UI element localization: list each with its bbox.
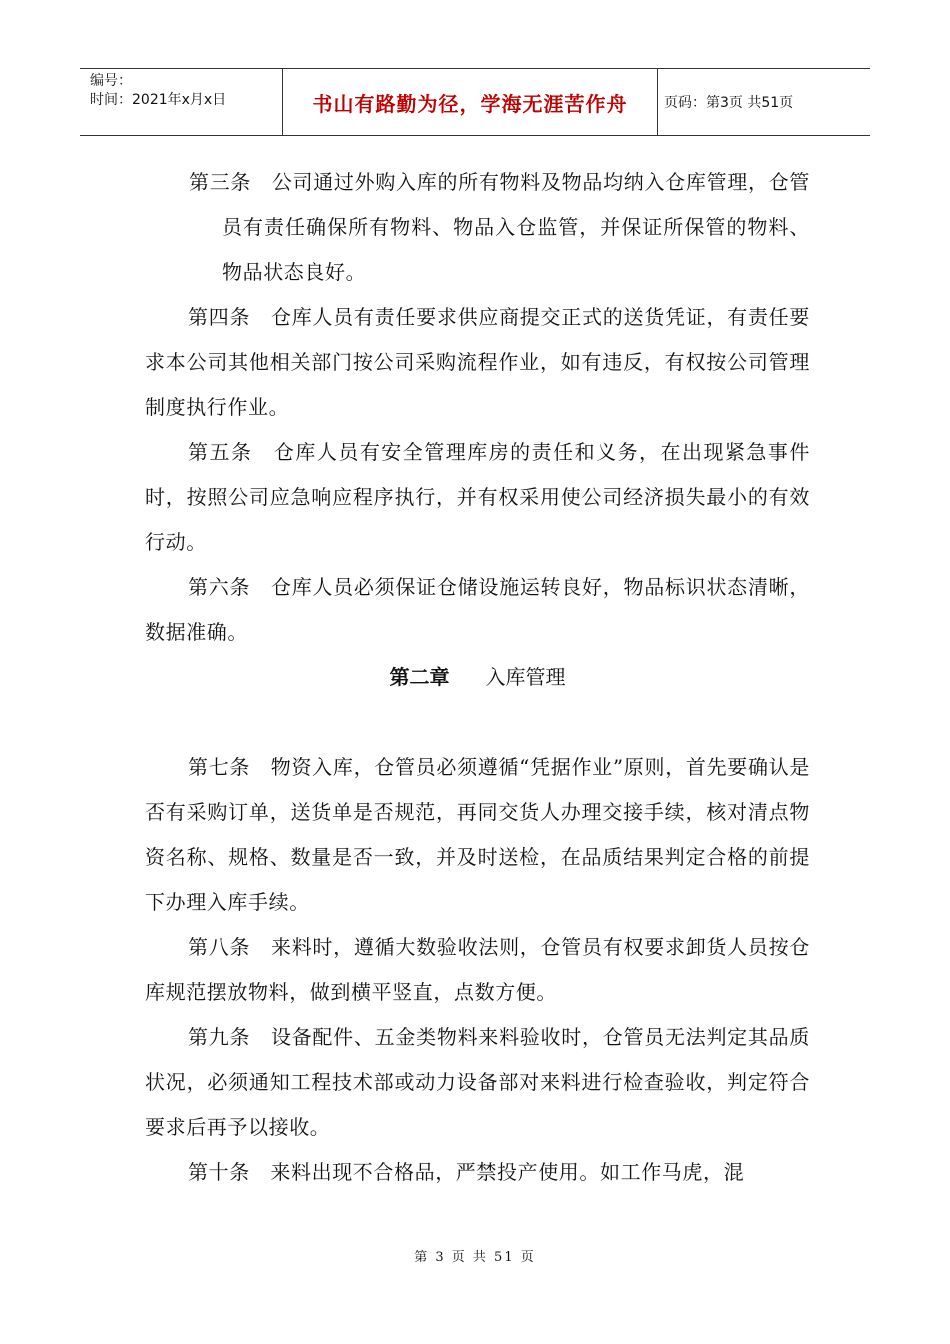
article-4: 第四条 仓库人员有责任要求供应商提交正式的送货凭证，有责任要求本公司其他相关部门按公司采购流程作业，如有违反，有权按公司管理制度执行作业。 (145, 305, 810, 419)
chapter-title: 入库管理 (485, 665, 566, 689)
article-7: 第七条 物资入库，仓管员必须遵循“凭据作业”原则，首先要确认是否有采购订单，送货单是否规范，再同交货人办理交接手续，核对清点物资名称、规格、数量是否一致，并及时送检，在品质结果判定合格的前提下办理入库手续。 (145, 755, 810, 914)
header-page-info: 页码：第3页 共51页 (664, 95, 794, 111)
document-body (145, 160, 810, 1195)
article-10: 第十条 来料出现不合格品，严禁投产使用。如工作马虎，混 (188, 1160, 745, 1184)
article-5: 第五条 仓库人员有安全管理库房的责任和义务，在出现紧急事件时，按照公司应急响应程序执行，并有权采用使公司经济损失最小的有效行动。 (145, 440, 810, 554)
article-9: 第九条 设备配件、五金类物料来料验收时，仓管员无法判定其品质状况，必须通知工程技术部或动力设备部对来料进行检查验收，判定符合要求后再予以接收。 (145, 1025, 810, 1139)
header-motto: 书山有路勤为径，学海无涯苦作舟 (282, 69, 658, 135)
article-8: 第八条 来料时，遵循大数验收法则，仓管员有权要求卸货人员按仓库规范摆放物料，做到横平竖直，点数方便。 (145, 935, 810, 1004)
header-meta (80, 69, 282, 135)
article-3: 第三条 公司通过外购入库的所有物料及物品均纳入仓库管理，仓管员有责任确保所有物料、物品入仓监管，并保证所保管的物料、物品状态良好。 (189, 170, 810, 284)
document-number-label: 编号： (90, 73, 132, 89)
document-date: 时间：2021年x月x日 (90, 92, 227, 108)
chapter-heading (145, 655, 810, 700)
chapter-number: 第二章 (389, 665, 450, 689)
page-footer: 第 3 页 共 51 页 (414, 1250, 536, 1265)
article-6: 第六条 仓库人员必须保证仓储设施运转良好，物品标识状态清晰，数据准确。 (145, 575, 810, 644)
page-header (80, 68, 870, 136)
